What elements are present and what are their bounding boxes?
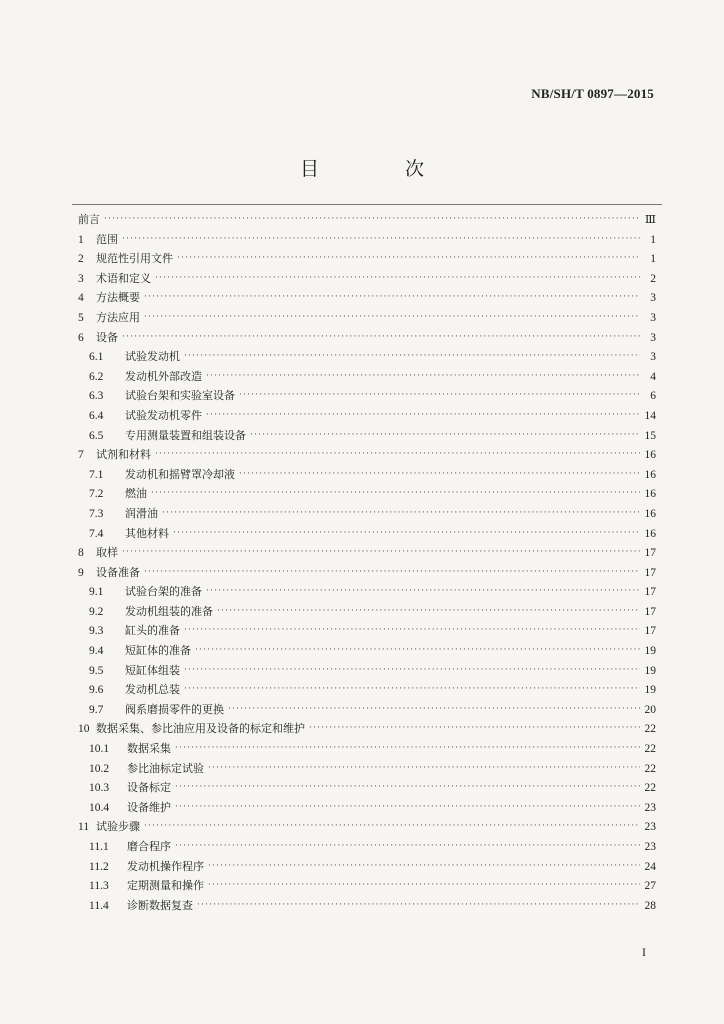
toc-dot-leader [309,719,640,739]
toc-dot-leader [175,778,640,798]
toc-entry-number: 6 [78,331,84,344]
toc-dot-leader [104,210,640,230]
toc-entry[interactable] [78,543,656,563]
toc-entry-label: 短缸体的准备 [125,644,191,658]
toc-entry-page: 22 [644,762,656,775]
toc-dot-leader [122,543,640,563]
toc-entry-label: 试剂和材料 [96,448,151,462]
toc-entry-number: 7.1 [89,468,104,481]
toc-entry-label: 短缸体组装 [125,663,180,677]
toc-dot-leader [228,700,640,720]
toc-entry-number: 6.4 [89,409,104,422]
toc-entry-page: 19 [644,645,656,658]
toc-entry[interactable] [78,524,656,544]
toc-entry-number: 6.5 [89,429,104,442]
toc-entry-page: 23 [644,821,656,834]
toc-entry[interactable] [78,700,656,720]
toc-entry-number: 7 [78,449,84,462]
toc-entry-label: 数据采集、参比油应用及设备的标定和维护 [96,722,305,736]
toc-entry-page: 15 [644,429,656,442]
toc-entry-number: 9.7 [89,703,104,716]
toc-entry[interactable] [78,269,656,289]
toc-entry-page: 4 [650,370,656,383]
toc-entry-label: 磨合程序 [127,840,171,853]
toc-entry-number: 6.3 [89,390,104,403]
toc-entry-page: 1 [650,233,656,246]
toc-dot-leader [122,230,640,250]
toc-entry-number: 10.2 [89,762,110,775]
toc-entry[interactable] [78,798,656,818]
toc-entry[interactable] [78,484,656,504]
toc-entry-label: 发动机和摇臂罩冷却液 [125,467,235,481]
toc-entry-number: 11.3 [89,880,109,893]
standard-code: NB/SH/T 0897—2015 [531,86,654,101]
toc-entry[interactable] [78,582,656,602]
toc-entry-number: 9.1 [89,586,104,599]
toc-entry-page: 3 [650,331,656,344]
toc-dot-leader [197,896,640,916]
toc-entry[interactable] [78,602,656,622]
toc-entry[interactable] [78,719,656,739]
toc-entry-label: 设备 [96,330,118,344]
toc-dot-leader [155,445,640,465]
toc-entry-label: 阀系磨损零件的更换 [125,702,224,716]
toc-entry[interactable] [78,504,656,524]
toc-dot-leader [239,465,640,485]
toc-entry-number: 10.1 [89,743,110,756]
toc-entry[interactable] [78,896,656,916]
toc-entry-number: 9.6 [89,684,104,697]
toc-entry-label: 设备维护 [127,800,171,814]
toc-dot-leader [175,798,640,818]
toc-entry-label: 缸头的准备 [125,624,180,638]
toc-entry[interactable] [78,367,656,387]
toc-entry[interactable] [78,288,656,308]
toc-entry-number: 9.2 [89,605,104,618]
toc-entry-label: 规范性引用文件 [96,252,173,266]
toc-entry-page: Ⅲ [644,214,656,226]
toc-dot-leader [151,484,640,504]
toc-dot-leader [206,406,640,426]
toc-entry[interactable] [78,661,656,681]
toc-dot-leader [184,621,640,641]
toc-entry-label: 发动机组装的准备 [125,604,213,618]
toc-entry-page: 3 [650,292,656,305]
toc-entry-number: 6.1 [89,351,104,364]
toc-entry-page: 22 [644,723,656,736]
page-number: I [642,945,646,959]
toc-entry[interactable] [78,406,656,426]
toc-dot-leader [144,563,640,583]
toc-dot-leader [217,602,640,622]
toc-dot-leader [173,524,640,544]
toc-entry-page: 23 [644,801,656,814]
toc-entry-number: 8 [78,547,84,560]
toc-dot-leader [144,288,640,308]
toc-entry-label: 前言 [78,213,100,226]
toc-entry[interactable] [78,426,656,446]
toc-entry-page: 27 [644,880,656,893]
toc-dot-leader [239,386,640,406]
toc-entry-number: 7.3 [89,507,104,520]
toc-entry-page: 16 [644,449,656,462]
toc-entry-label: 试验台架和实验室设备 [125,389,235,403]
toc-entry-label: 方法应用 [96,310,140,324]
toc-entry-page: 22 [644,743,656,756]
toc-entry-label: 术语和定义 [96,271,151,285]
toc-entry-label: 定期测量和操作 [127,879,204,893]
toc-entry-page: 16 [644,507,656,520]
toc-entry[interactable] [78,230,656,250]
toc-entry-label: 试验发动机零件 [125,408,202,422]
toc-entry-number: 7.4 [89,527,104,540]
toc-entry[interactable] [78,308,656,328]
toc-entry-page: 17 [644,586,656,599]
toc-entry-label: 方法概要 [96,291,140,305]
toc-entry-page: 16 [644,527,656,540]
toc-entry[interactable] [78,347,656,367]
toc-entry-number: 3 [78,272,84,285]
toc-entry-label: 专用测量装置和组装设备 [125,428,246,442]
toc-entry-label: 其他材料 [125,526,169,540]
toc-entry-page: 3 [650,351,656,364]
toc-entry-number: 6.2 [89,370,104,383]
toc-entry-page: 17 [644,605,656,618]
toc-entry[interactable] [78,739,656,759]
toc-entry-label: 设备标定 [127,781,171,795]
toc-entry-page: 19 [644,684,656,697]
toc-dot-leader [184,661,640,681]
toc-entry-page: 20 [644,703,656,716]
toc-dot-leader [206,367,640,387]
toc-title: 目 次 [299,158,465,180]
toc-entry[interactable] [78,445,656,465]
toc-entry-number: 4 [78,292,84,305]
title-divider [72,204,662,205]
toc-entry[interactable] [78,876,656,896]
toc-entry-label: 试验步骤 [96,820,140,834]
toc-entry-number: 2 [78,253,84,266]
toc-entry-label: 诊断数据复查 [127,898,193,912]
toc-entry-page: 24 [644,860,656,873]
toc-entry-number: 10.4 [89,801,110,814]
toc-dot-leader [175,739,640,759]
toc-entry-page: 16 [644,468,656,481]
toc-entry-page: 3 [650,311,656,324]
toc-entry-label: 参比油标定试验 [127,761,204,775]
toc-entry-page: 16 [644,488,656,501]
toc-dot-leader [184,347,640,367]
toc-entry-label: 发动机总装 [125,683,180,697]
toc-entry-number: 5 [78,311,84,324]
toc-entry[interactable] [78,837,656,857]
toc-entry-number: 9.4 [89,645,104,658]
toc-dot-leader [155,269,640,289]
toc-entry-page: 28 [644,899,656,912]
toc-dot-leader [195,641,640,661]
toc-entry-label: 试验台架的准备 [125,585,202,599]
toc-entry-number: 10 [78,723,90,736]
toc-entry-page: 14 [644,409,656,422]
toc-dot-leader [144,308,640,328]
toc-entry[interactable] [78,680,656,700]
toc-entry[interactable] [78,817,656,837]
toc-entry-label: 燃油 [125,487,147,501]
toc-dot-leader [122,328,640,348]
toc-entry-label: 数据采集 [127,742,171,756]
toc-entry-number: 7.2 [89,488,104,501]
toc-entry[interactable] [78,465,656,485]
toc-entry-number: 9.5 [89,664,104,677]
toc-entry-label: 发动机外部改造 [125,369,202,383]
toc-entry-page: 23 [644,841,656,853]
toc-entry-number: 11.4 [89,899,109,912]
toc-entry[interactable] [78,857,656,877]
toc-entry-page: 6 [650,390,656,403]
toc-dot-leader [184,680,640,700]
toc-dot-leader [162,504,640,524]
toc-entry-page: 19 [644,664,656,677]
toc-entry-page: 17 [644,547,656,560]
toc-entry-label: 发动机操作程序 [127,859,204,873]
toc-entry[interactable] [78,621,656,641]
toc-dot-leader [250,426,640,446]
toc-entry-page: 17 [644,566,656,579]
toc-entry-page: 1 [650,253,656,266]
toc-entry[interactable] [78,249,656,269]
toc-dot-leader [208,759,640,779]
toc-dot-leader [177,249,640,269]
toc-entry[interactable] [78,563,656,583]
toc-entry-number: 11 [78,821,90,834]
toc-entry-number: 10.3 [89,782,110,795]
toc-entry-page: 17 [644,625,656,638]
toc-entry-number: 1 [78,233,84,246]
toc-entry-label: 试验发动机 [125,350,180,364]
toc-dot-leader [206,582,640,602]
toc-dot-leader [208,876,640,896]
toc-entry[interactable] [78,778,656,798]
toc-dot-leader [208,857,640,877]
toc-entry-number: 11.1 [89,841,109,853]
toc-entry-number: 9 [78,566,84,579]
toc-entry-number: 9.3 [89,625,104,638]
toc-entry-label: 设备准备 [96,565,140,579]
toc-entry-page: 2 [650,272,656,285]
toc-entry-label: 润滑油 [125,506,158,520]
table-of-contents [78,210,656,915]
toc-dot-leader [175,837,640,857]
toc-entry-label: 范围 [96,232,118,246]
toc-entry[interactable] [78,386,656,406]
toc-entry-page: 22 [644,782,656,795]
toc-entry-number: 11.2 [89,860,109,873]
toc-entry-label: 取样 [96,546,118,560]
toc-entry[interactable] [78,328,656,348]
toc-entry[interactable] [78,641,656,661]
toc-entry[interactable] [78,759,656,779]
toc-entry[interactable] [78,210,656,230]
toc-dot-leader [144,817,640,837]
